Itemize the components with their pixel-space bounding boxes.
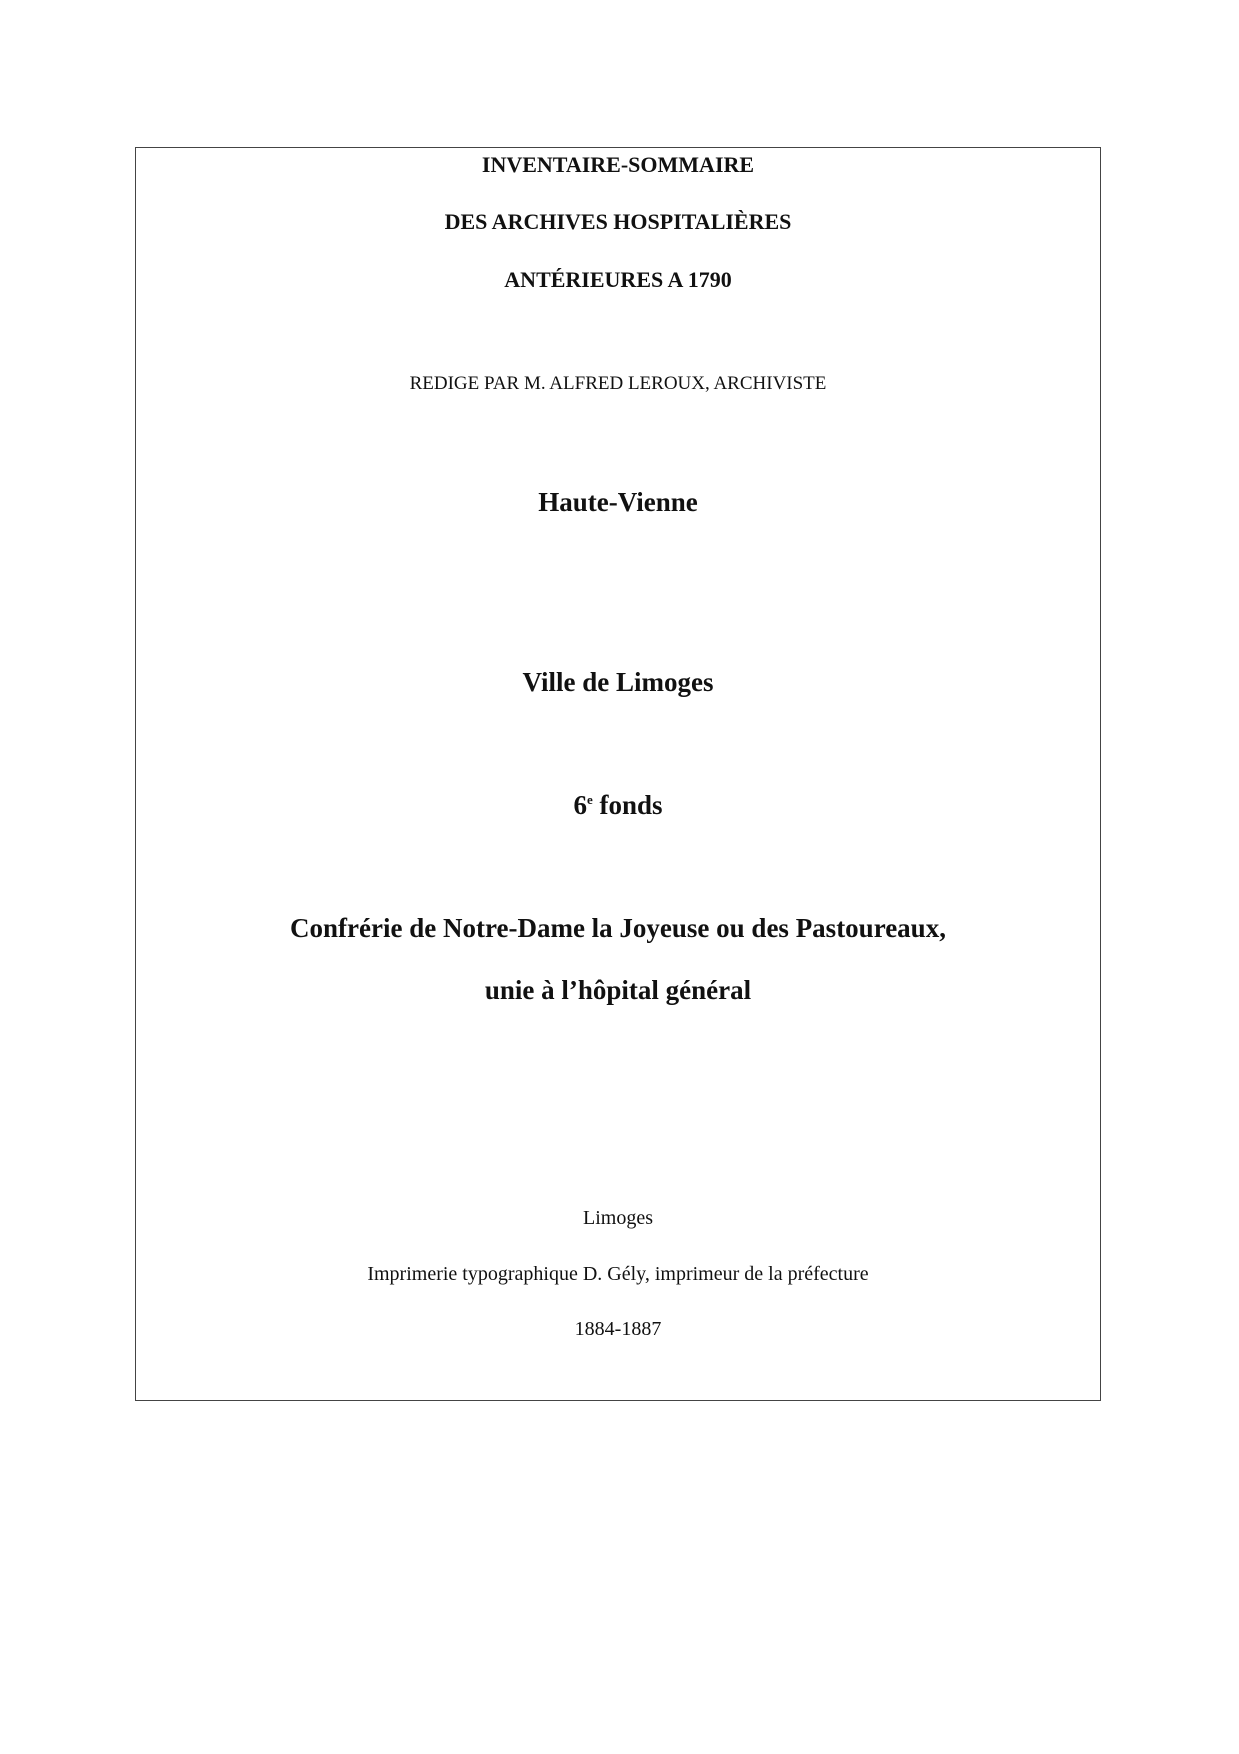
title-page-frame	[135, 147, 1101, 1401]
subject-line-1: Confrérie de Notre-Dame la Joyeuse ou des Pastoureaux,	[290, 913, 946, 943]
publication-years: 1884-1887	[574, 1318, 662, 1340]
fonds-heading	[136, 790, 1100, 821]
fonds-label: fonds	[599, 790, 663, 820]
title-line-3: ANTÉRIEURES A 1790	[504, 267, 732, 292]
publication-place: Limoges	[583, 1207, 653, 1229]
fonds-number: 6	[573, 790, 587, 820]
publication-printer: Imprimerie typographique D. Gély, imprimeur de la préfecture	[367, 1263, 869, 1285]
author-line: REDIGE PAR M. ALFRED LEROUX, ARCHIVISTE	[409, 373, 827, 394]
subject-line-2: unie à l’hôpital général	[484, 975, 752, 1005]
city-heading: Ville de Limoges	[522, 667, 714, 697]
fonds-superscript: e	[586, 792, 593, 807]
title-line-1: INVENTAIRE-SOMMAIRE	[481, 152, 755, 177]
title-line-2: DES ARCHIVES HOSPITALIÈRES	[444, 209, 792, 234]
department-heading: Haute-Vienne	[538, 487, 698, 517]
